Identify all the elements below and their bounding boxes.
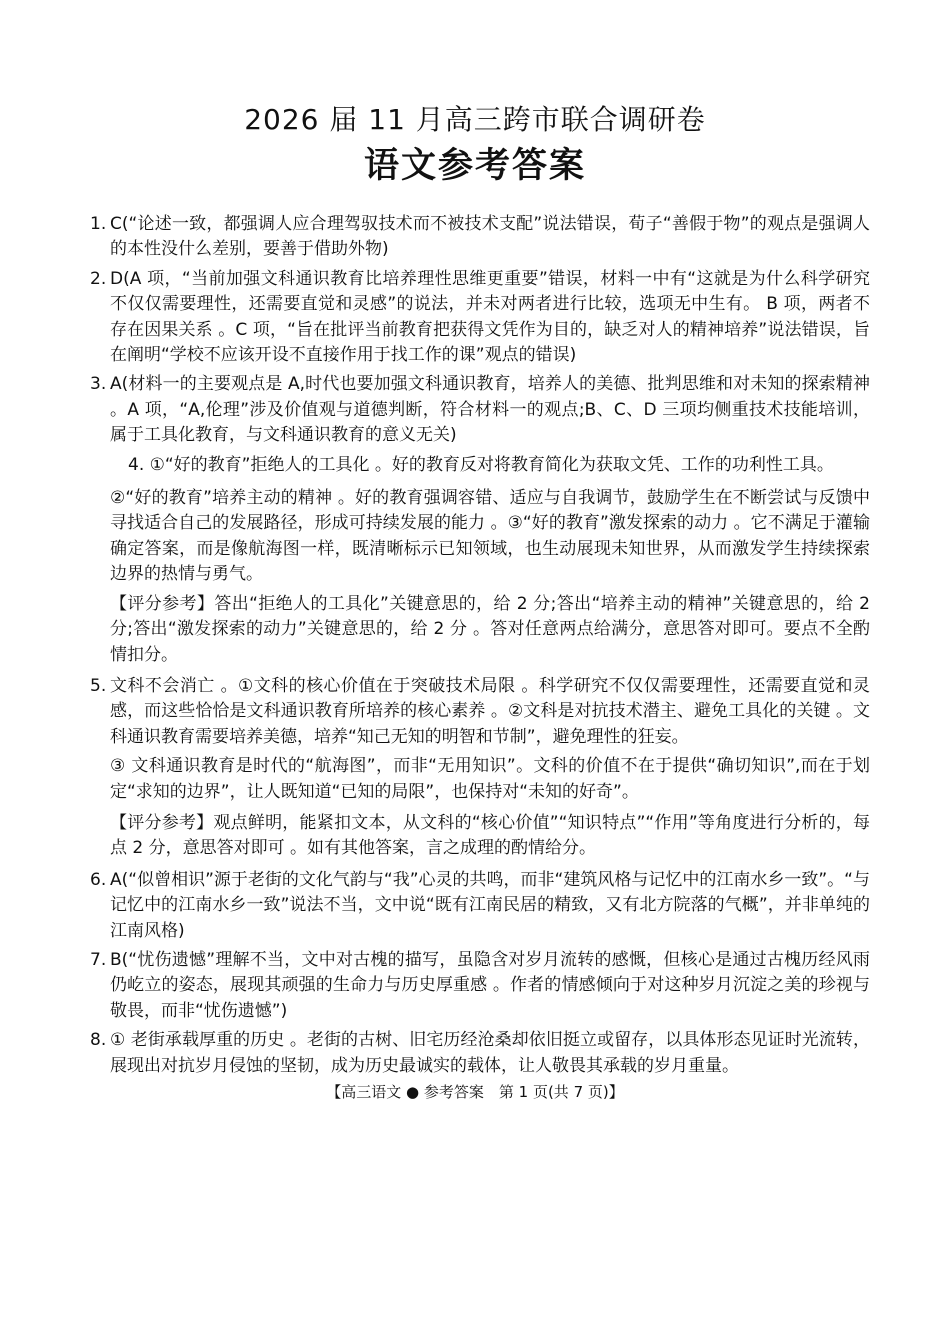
answer-text: 文科不会消亡 。①文科的核心价值在于突破技术局限 。科学研究不仅仅需要理性，还需要直觉和灵感，而这些恰恰是文科通识教育所培养的核心素养 。②文科是对抗技术潜主、避免工具化的关键 。文科通识教育需要培养美德，培养“知己无知的明智和节制”，避免理性的狂妄。: [110, 675, 870, 747]
exam-title: 2026 届 11 月高三跨市联合调研卷: [244, 103, 706, 136]
answer-text: D(A 项，“当前加强文科通识教育比培养理性思维更重要”错误，材料一中有“这就是为什么科学研究不仅仅需要理性，还需要直觉和灵感”的说法，并未对两者进行比较，选项无中生有。 B 项，两者不存在因果关系 。C 项，“旨在批评当前教育把获得文凭作为目的，缺乏对人的精神培养”说法错误，旨在阐明“学校不应该开设不直接作用于找工作的课”观点的错误): [110, 268, 870, 366]
answer-item: [90, 372, 870, 448]
answer-item: [90, 1028, 870, 1079]
answer-number: 2.: [90, 268, 107, 289]
answer-item: [90, 674, 870, 750]
answer-number: 8.: [90, 1030, 107, 1051]
answer-number: 3.: [90, 374, 107, 395]
answer-text: ① 老街承载厚重的历史 。老街的古树、旧宅历经沧桑却依旧挺立或留存，以具体形态见证时光流转，展现出对抗岁月侵蚀的坚韧，成为历史最诚实的载体，让人敬畏其承载的岁月重量。: [110, 1030, 870, 1076]
q4-scoring-note: 【评分参考】答出“拒绝人的工具化”关键意思的，给 2 分;答出“培养主动的精神”关键意思的，给 2 分;答出“激发探索的动力”关键意思的，给 2 分 。答对任意两点给满分，意思答对即可。要点不全酌情扣分。: [110, 593, 870, 665]
answer-item: [90, 948, 870, 1024]
q5-point-3: ③ 文科通识教育是时代的“航海图”，而非“无用知识”。文科的价值不在于提供“确切知识”,而在于划定“求知的边界”，让人既知道“已知的局限”，也保持对“未知的好奇”。: [110, 756, 870, 802]
answer-number: 5.: [90, 675, 107, 696]
answer-number: 1.: [90, 214, 107, 234]
answer-key-title: 语文参考答案: [363, 146, 586, 186]
q4-first-point: 4. ①“好的教育”拒绝人的工具化 。好的教育反对将教育简化为获取文凭、工作的功利性工具。: [128, 454, 834, 475]
answer-text: C(“论述一致，都强调人应合理驾驭技术而不被技术支配”说法错误，荀子“善假于物”的观点是强调人的本性没什么差别，要善于借助外物): [110, 214, 870, 260]
answer-text: A(材料一的主要观点是 A,时代也要加强文科通识教育，培养人的美德、批判思维和对未知的探索精神 。A 项，“A,伦理”涉及价值观与道德判断，符合材料一的观点;B、C、D 三项均侧重技术技能培训，属于工具化教育，与文科通识教育的意义无关): [110, 374, 870, 446]
q5-scoring-note: 【评分参考】观点鲜明，能紧扣文本，从文科的“核心价值”“知识特点”“作用”等角度进行分析的，每点 2 分，意思答对即可 。如有其他答案，言之成理的酌情给分。: [110, 812, 870, 859]
answer-text: B(“忧伤遗憾”理解不当，文中对古槐的描写，虽隐含对岁月流转的感慨，但核心是通过古槐历经风雨仍屹立的姿态，展现其顽强的生命力与历史厚重感 。作者的情感倾向于对这种岁月沉淀之美的珍视与敬畏，而非“忧伤遗憾”): [110, 949, 870, 1021]
answer-text: A(“似曾相识”源于老街的文化气韵与“我”心灵的共鸣，而非“建筑风格与记忆中的江南水乡一致”。“与记忆中的江南水乡一致”说法不当，文中说“既有江南民居的精致，又有北方院落的气概”，并非单纯的江南风格): [110, 869, 870, 941]
answer-number: 6.: [90, 869, 107, 890]
answer-body: [90, 212, 870, 1083]
answer-item: [90, 267, 870, 369]
answer-item: [90, 212, 870, 263]
answer-number: 7.: [90, 949, 107, 970]
q4-points: ②“好的教育”培养主动的精神 。好的教育强调容错、适应与自我调节，鼓励学生在不断尝试与反馈中寻找适合自己的发展路径，形成可持续发展的能力 。③“好的教育”激发探索的动力 。它不满足于灌输确定答案，而是像航海图一样，既清晰标示已知领域，也生动展现未知世界，从而激发学生持续探索边界的热情与勇气。: [110, 488, 870, 585]
answer-item: [90, 868, 870, 944]
page-footer: 【高三语文 ● 参考答案 第 1 页(共 7 页)】: [326, 1083, 624, 1101]
